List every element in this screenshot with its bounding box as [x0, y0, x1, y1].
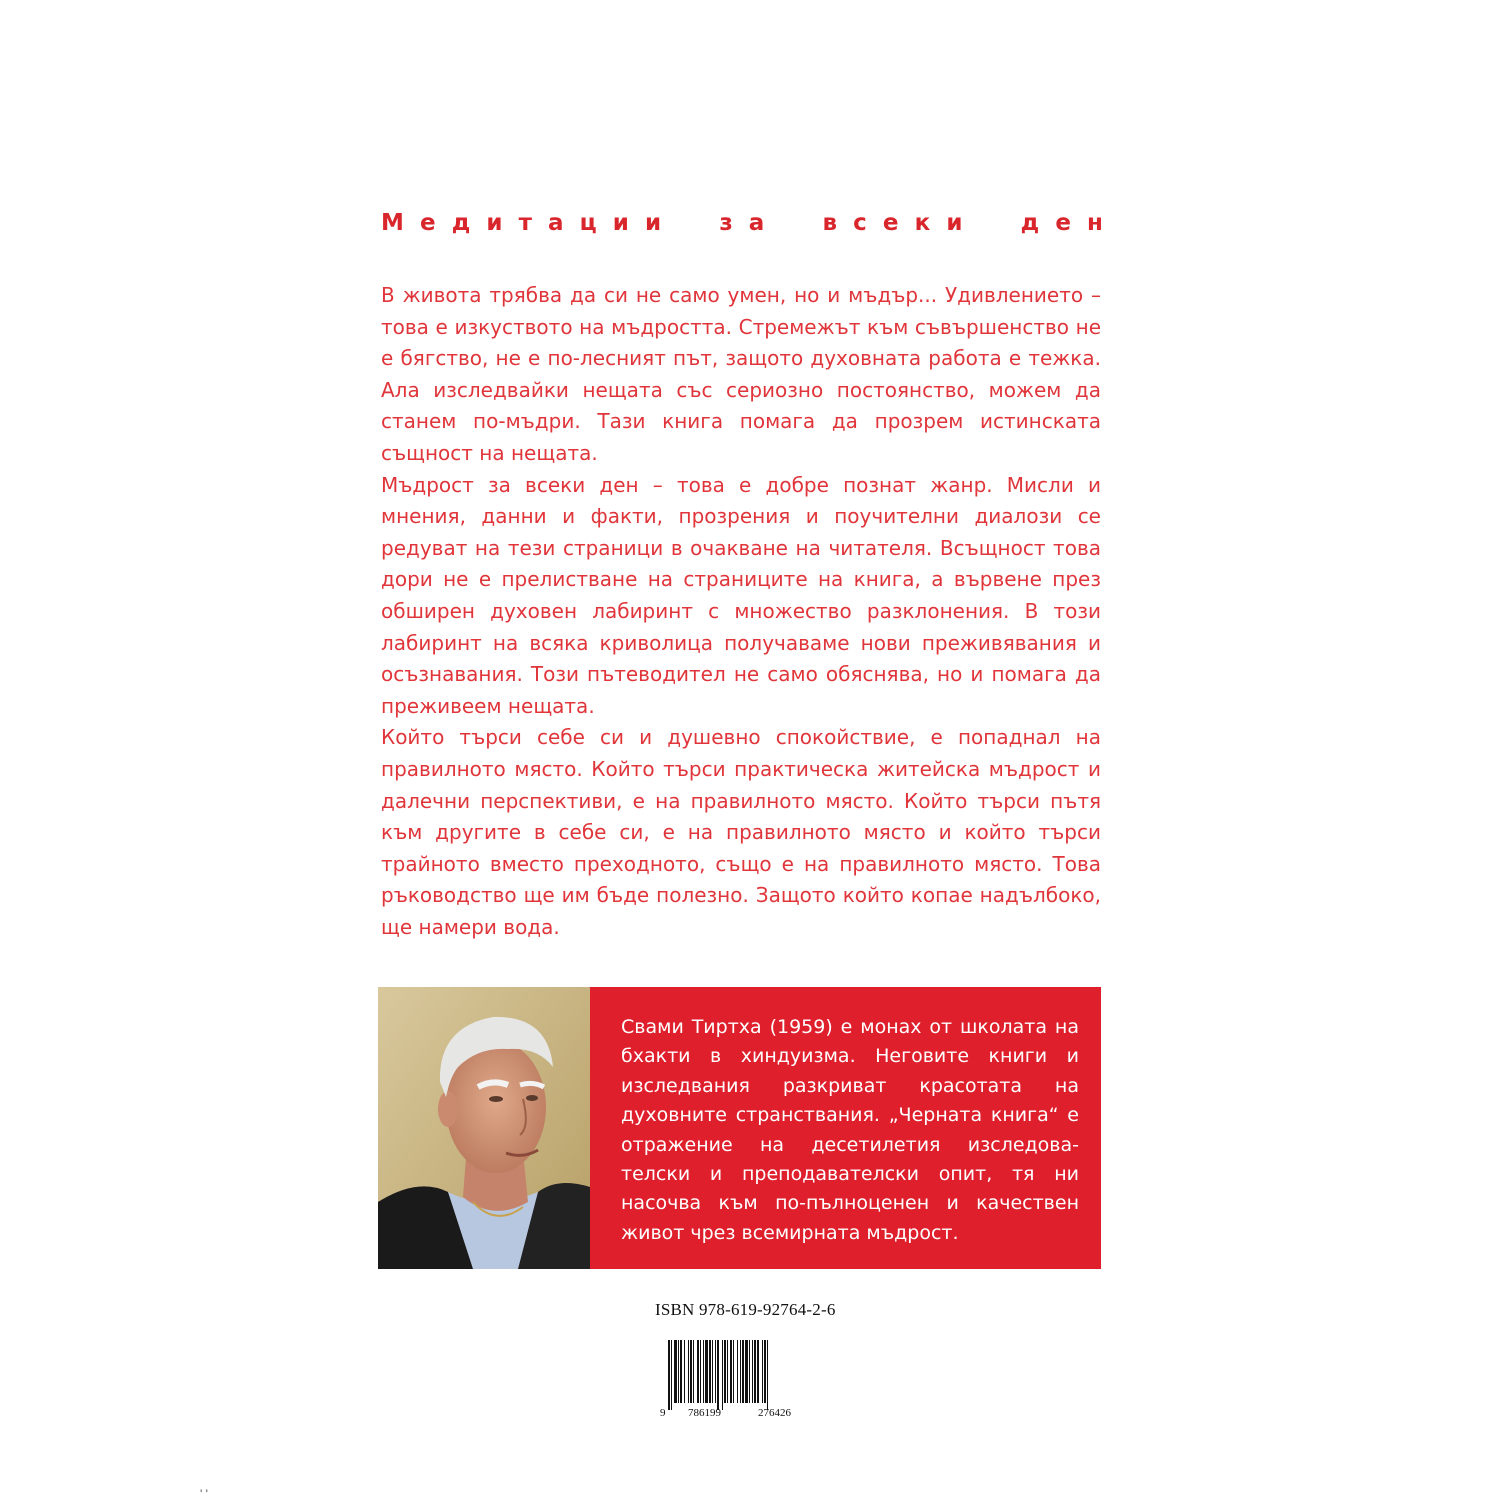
barcode-bar — [715, 1340, 716, 1403]
barcode-bar — [697, 1340, 699, 1403]
barcode-bar — [668, 1340, 670, 1410]
title-letter: к — [914, 210, 931, 236]
barcode-digits-group2: 276426 — [758, 1407, 791, 1419]
barcode-bar — [730, 1340, 732, 1403]
barcode-digits-group1: 786199 — [688, 1407, 721, 1419]
barcode-bar — [684, 1340, 685, 1403]
barcode-bar — [749, 1340, 750, 1403]
barcode-bar — [709, 1340, 711, 1403]
barcode-bar — [745, 1340, 748, 1403]
author-section — [378, 987, 1101, 1269]
barcode-bar — [700, 1340, 701, 1403]
blurb-text — [381, 280, 1101, 943]
title-letter: и — [946, 210, 963, 236]
title-letter: н — [1087, 210, 1103, 236]
isbn-label: ISBN 978-619-92764-2-6 — [655, 1300, 836, 1319]
barcode-bar — [767, 1340, 768, 1410]
title-letter: в — [822, 210, 838, 236]
title-letter: ц — [579, 210, 597, 236]
title-letter: и — [645, 210, 662, 236]
title-letter: а — [548, 210, 564, 236]
barcode-digit-lead: 9 — [660, 1407, 666, 1419]
title-letter: и — [486, 210, 503, 236]
barcode-bar — [727, 1340, 728, 1403]
barcode-bar — [742, 1340, 744, 1403]
author-bio: Свами Тиртха (1959) е монах от школата на бхакти в хиндуизма. Неговите книги и изследвания разкриват красотата на духовните странствания. „Черната книга“ е отражение на десетилетия изследова-телски и преподавателски опит, тя ни насочва към по-пълноценен и качествен живот чрез всемирната мъдрост. — [590, 987, 1101, 1269]
author-photo — [378, 987, 590, 1269]
barcode-bar — [733, 1340, 734, 1403]
title-letter: е — [1055, 210, 1071, 236]
barcode-bar — [740, 1340, 741, 1403]
barcode-bar — [705, 1340, 708, 1403]
barcode-bar — [764, 1340, 766, 1403]
barcode-bar — [693, 1340, 694, 1403]
blurb-paragraph: Който търси себе си и душевно спокойствие, е попаднал на правилното място. Който търси практическа житейска мъдрост и далечни перспективи, е на правилното място. Който търси пътя към другите в себе си, е на правилното място и който търси трайното вместо преходното, също е на правилното място. Това ръководство ще им бъде полезно. Защото който копае надълбоко, ще намери вода. — [381, 725, 1101, 939]
blurb-paragraph: Мъдрост за всеки ден – това е добре познат жанр. Мисли и мнения, данни и факти, прозрения и поучителни диалози се редуват на тези страници в очакване на читателя. Всъщност това дори не е прелистване на страниците на книга, а вървене през обширен духовен лабиринт с множество разклонения. В този лабиринт на всяка криволица получаваме нови преживявания и осъзнавания. Този пътеводител не само обяснява, но и помага да преживеем нещата. — [381, 472, 1101, 718]
barcode-bar — [678, 1340, 679, 1403]
title-letter: з — [719, 210, 733, 236]
blurb-paragraph: В живота трябва да си не само умен, но и мъдър... Удивлението – това е изкуството на мъдростта. Стремежът към съвършенство не е бягство, не е по-лесният път, защото духовната работа е тежка. Ала изследвайки нещата със сериозно постоянство, можем да станем по-мъдри. Тази книга помага да прозрем истинската същност на нещата. — [381, 283, 1101, 465]
title-letter: е — [882, 210, 899, 236]
barcode — [658, 1340, 818, 1420]
barcode-bar — [752, 1340, 753, 1403]
cover-title — [381, 207, 1103, 239]
author-portrait-illustration — [378, 987, 590, 1269]
barcode-bar — [703, 1340, 704, 1403]
title-letter: т — [518, 210, 532, 236]
barcode-bar — [688, 1340, 689, 1403]
title-letter: д — [1020, 210, 1040, 236]
barcode-bar — [762, 1340, 763, 1403]
barcode-bars — [668, 1340, 768, 1410]
barcode-bar — [674, 1340, 677, 1403]
title-letter: и — [612, 210, 629, 236]
title-letter: а — [748, 210, 765, 236]
title-letter: е — [419, 210, 436, 236]
barcode-bar — [717, 1340, 719, 1410]
barcode-bar — [712, 1340, 713, 1403]
title-letter: М — [381, 210, 404, 236]
barcode-bar — [690, 1340, 692, 1403]
barcode-bar — [754, 1340, 756, 1403]
title-letter: д — [451, 210, 471, 236]
title-letter: с — [853, 210, 867, 236]
barcode-bar — [680, 1340, 682, 1403]
barcode-bar — [757, 1340, 759, 1403]
barcode-bar — [722, 1340, 723, 1410]
barcode-bar — [671, 1340, 672, 1410]
stray-mark: ' ' — [200, 1487, 208, 1501]
barcode-bar — [737, 1340, 738, 1403]
barcode-bar — [724, 1340, 726, 1403]
